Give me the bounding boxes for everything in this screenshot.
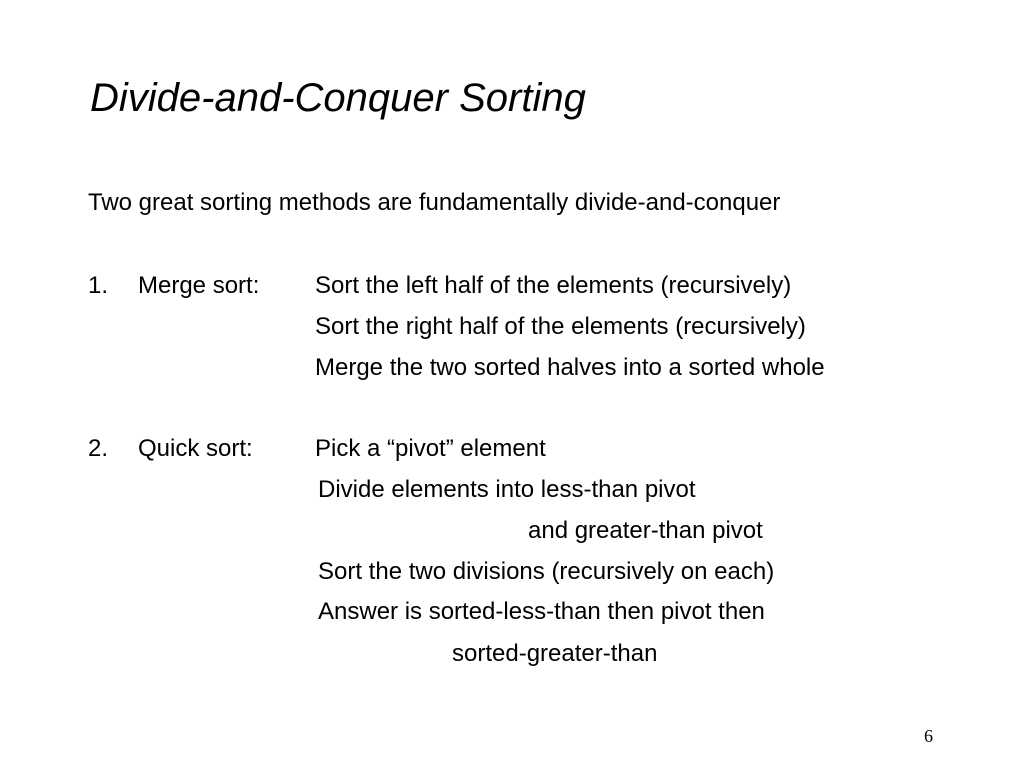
quick-sort-step: Answer is sorted-less-than then pivot then <box>318 598 765 625</box>
merge-sort-step: Merge the two sorted halves into a sorted whole <box>315 354 825 381</box>
quick-sort-number: 2. <box>88 435 109 462</box>
page-number: 6 <box>924 726 933 746</box>
slide-title: Divide-and-Conquer Sorting <box>90 76 586 120</box>
quick-sort-step: Sort the two divisions (recursively on each) <box>318 558 775 585</box>
quick-sort-step: and greater-than pivot <box>528 517 763 544</box>
quick-sort-step: Divide elements into less-than pivot <box>318 476 696 503</box>
quick-sort-step: sorted-greater-than <box>452 640 658 667</box>
merge-sort-number: 1. <box>88 272 109 299</box>
quick-sort-step: Pick a “pivot” element <box>315 435 546 462</box>
quick-sort-label: Quick sort: <box>138 435 253 462</box>
merge-sort-label: Merge sort: <box>138 272 260 299</box>
intro-text: Two great sorting methods are fundamentally divide-and-conquer <box>88 189 781 216</box>
merge-sort-step: Sort the right half of the elements (recursively) <box>315 313 806 340</box>
merge-sort-step: Sort the left half of the elements (recursively) <box>315 272 792 299</box>
